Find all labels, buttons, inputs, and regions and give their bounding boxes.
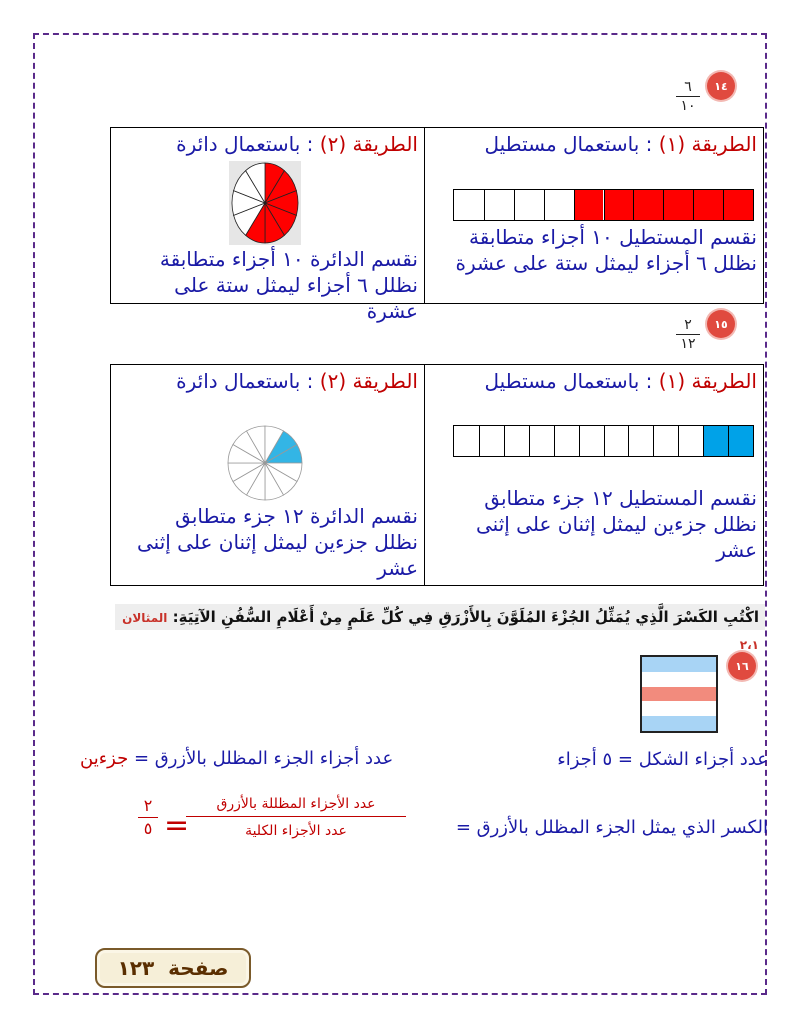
description-line: نظلل جزءين ليمثل إثنان على إثنى عشر <box>476 512 757 562</box>
bar-cell <box>529 426 554 456</box>
page-number-badge <box>95 948 251 988</box>
method-description <box>118 503 418 581</box>
bar-cell <box>663 190 693 220</box>
fraction-circle-diagram <box>229 161 301 245</box>
ship-flag <box>640 655 718 733</box>
method2-circle-box <box>110 364 425 586</box>
bar-cell <box>574 190 604 220</box>
bar-cell <box>653 426 678 456</box>
shaded-parts-label: عدد أجزاء الجزء المظلل بالأزرق = <box>128 748 394 769</box>
flag-stripe <box>642 716 716 731</box>
bar-cell <box>628 426 653 456</box>
bar-cell <box>579 426 604 456</box>
description-line: نقسم المستطيل ١٠ أجزاء متطابقة <box>468 225 757 249</box>
description-line: نقسم الدائرة ١٢ جزء متطابق <box>175 504 418 528</box>
problem-number: ١٥ <box>714 317 728 331</box>
fraction-bar <box>453 189 754 221</box>
method-heading-red: الطريقة (٢) <box>319 369 418 393</box>
flag-stripe <box>642 672 716 687</box>
problem-number-badge <box>707 310 735 338</box>
flag-stripe <box>642 701 716 716</box>
method1-rectangle-box <box>424 127 764 304</box>
description-line: نقسم المستطيل ١٢ جزء متطابق <box>484 486 757 510</box>
shaded-parts-value: جزءين <box>80 748 129 769</box>
problem-number: ١٤ <box>714 79 728 93</box>
method-heading-blue: : باستعمال دائرة <box>176 369 320 393</box>
instruction-banner <box>115 604 765 652</box>
bar-cell <box>604 426 629 456</box>
method-heading-blue: : باستعمال دائرة <box>176 132 320 156</box>
problem-fraction <box>676 80 700 113</box>
bar-cell <box>723 190 753 220</box>
method1-rectangle-box <box>424 364 764 586</box>
flag-stripes <box>642 657 716 731</box>
bar-cell <box>484 190 514 220</box>
description-line: نظلل جزءين ليمثل إثنان على إثنى عشر <box>137 530 418 580</box>
problem-fraction <box>676 318 700 351</box>
fraction-denominator: ١٠ <box>680 98 696 114</box>
instruction-reference: المثالان ٢،١ <box>122 611 759 652</box>
fraction-circle-diagram <box>225 423 305 503</box>
shaded-parts-text <box>80 748 393 769</box>
method-description <box>437 224 757 276</box>
bar-cell <box>454 190 484 220</box>
bar-cell <box>678 426 703 456</box>
instruction-text: اكْتُبِ الكَسْرَ الَّذِي يُمَثِّلُ الجُزْءَ المُلَوَّنَ بِالأَزْرَقِ فِي كُلِّ عَلَمٍ مِنْ أَعْلَامِ السُّفُنِ الآتِيَةِ: <box>172 608 759 626</box>
result-numerator: ٢ <box>138 798 158 818</box>
method-heading <box>176 132 418 156</box>
problem-number-badge <box>728 652 756 680</box>
problem-number: ١٦ <box>735 659 749 673</box>
method2-circle-box <box>110 127 425 323</box>
bar-cell <box>703 426 728 456</box>
method-heading-blue: : باستعمال مستطيل <box>484 369 659 393</box>
page-number: ١٢٣ <box>117 956 155 980</box>
equals-sign: = <box>164 808 190 843</box>
flag-stripe <box>642 687 716 702</box>
fraction-formula <box>186 796 406 839</box>
method-description <box>457 485 757 563</box>
description-line: نظلل ٦ أجزاء ليمثل ستة على عشرة <box>455 251 757 275</box>
bar-cell <box>544 190 574 220</box>
problem-number-badge <box>707 72 735 100</box>
method-heading <box>176 369 418 393</box>
method-heading-blue: : باستعمال مستطيل <box>484 132 659 156</box>
bar-cell <box>728 426 753 456</box>
result-denominator: ٥ <box>143 819 153 838</box>
method-description <box>118 246 418 324</box>
bar-cell <box>479 426 504 456</box>
bar-cell <box>633 190 663 220</box>
page-label: صفحة <box>168 956 229 980</box>
description-line: نظلل ٦ أجزاء ليمثل ستة على عشرة <box>174 273 418 323</box>
bar-cell <box>554 426 579 456</box>
fraction-numerator: ٦ <box>676 80 700 97</box>
method-heading-red: الطريقة (١) <box>658 369 757 393</box>
result-fraction <box>138 798 158 837</box>
fraction-label: الكسر الذي يمثل الجزء المظلل بالأزرق = <box>455 817 768 838</box>
method-heading <box>484 369 757 393</box>
total-parts-text: عدد أجزاء الشكل = ٥ أجزاء <box>557 749 768 770</box>
method-heading <box>484 132 757 156</box>
bar-cell <box>514 190 544 220</box>
bar-cell <box>604 190 634 220</box>
bar-cell <box>693 190 723 220</box>
fraction-numerator: ٢ <box>676 318 700 335</box>
formula-numerator: عدد الأجزاء المظللة بالأزرق <box>186 796 406 817</box>
fraction-bar <box>453 425 754 457</box>
method-heading-red: الطريقة (٢) <box>319 132 418 156</box>
method-heading-red: الطريقة (١) <box>658 132 757 156</box>
circle-image-bg <box>225 423 305 503</box>
bar-cell <box>504 426 529 456</box>
circle-image-bg <box>229 161 301 245</box>
flag-stripe <box>642 657 716 672</box>
description-line: نقسم الدائرة ١٠ أجزاء متطابقة <box>159 247 418 271</box>
bar-cell <box>454 426 479 456</box>
formula-denominator: عدد الأجزاء الكلية <box>245 823 347 839</box>
fraction-denominator: ١٢ <box>680 336 696 352</box>
